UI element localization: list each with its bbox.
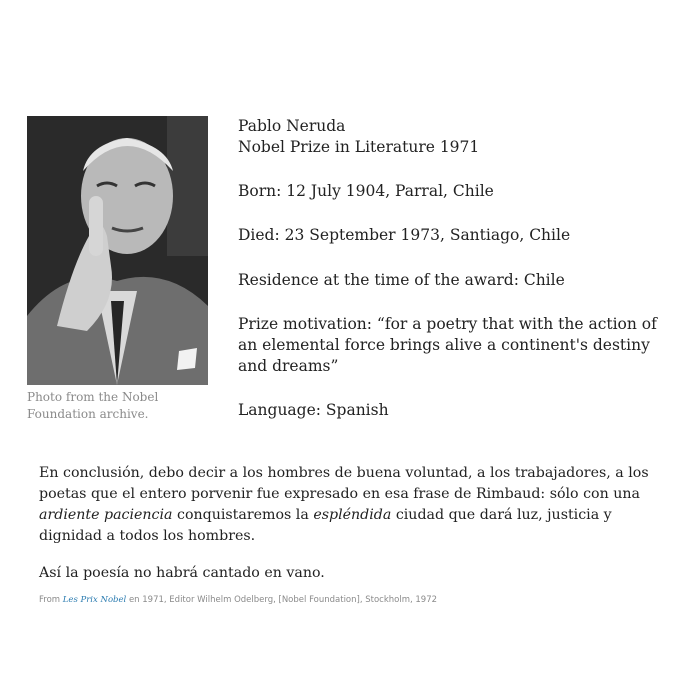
caption-line-2: Foundation archive. — [27, 407, 149, 421]
language-info: Language: Spanish — [238, 401, 389, 419]
died-info: Died: 23 September 1973, Santiago, Chile — [238, 226, 571, 244]
prize-motivation: Prize motivation: “for a poetry that with the action of an elemental force brings alive a continent's destiny and dreams” — [238, 315, 657, 375]
laureate-name: Pablo Neruda — [238, 117, 346, 135]
laureate-facts — [238, 116, 678, 421]
portrait-illustration — [27, 116, 208, 385]
source-suffix: en 1971, Editor Wilhelm Odelberg, [Nobel Foundation], Stockholm, 1972 — [126, 595, 438, 605]
lecture-quote — [39, 463, 669, 584]
portrait-photo — [27, 116, 208, 385]
quote-paragraph-1 — [39, 463, 669, 547]
prize-title: Nobel Prize in Literature 1971 — [238, 138, 480, 156]
quote-italic-paciencia: ardiente paciencia — [39, 507, 173, 523]
quote-text-end: ciudad que dará luz, justicia y dignidad a todos los hombres. — [39, 507, 612, 544]
quote-paragraph-2: Así la poesía no habrá cantado en vano. — [39, 565, 325, 581]
residence-info: Residence at the time of the award: Chile — [238, 271, 565, 289]
photo-caption — [27, 389, 227, 423]
source-citation — [39, 595, 539, 605]
source-book-link[interactable]: Les Prix Nobel — [62, 595, 127, 605]
quote-italic-esplendida: espléndida — [313, 507, 392, 523]
quote-text-middle: conquistaremos la — [172, 507, 314, 523]
born-info: Born: 12 July 1904, Parral, Chile — [238, 182, 494, 200]
caption-line-1: Photo from the Nobel — [27, 390, 159, 404]
source-prefix: From — [39, 595, 63, 605]
quote-text-start: En conclusión, debo decir a los hombres de buena voluntad, a los trabajadores, a los poetas que el entero porvenir fue expresado en esa frase de Rimbaud: sólo con una — [39, 465, 649, 502]
